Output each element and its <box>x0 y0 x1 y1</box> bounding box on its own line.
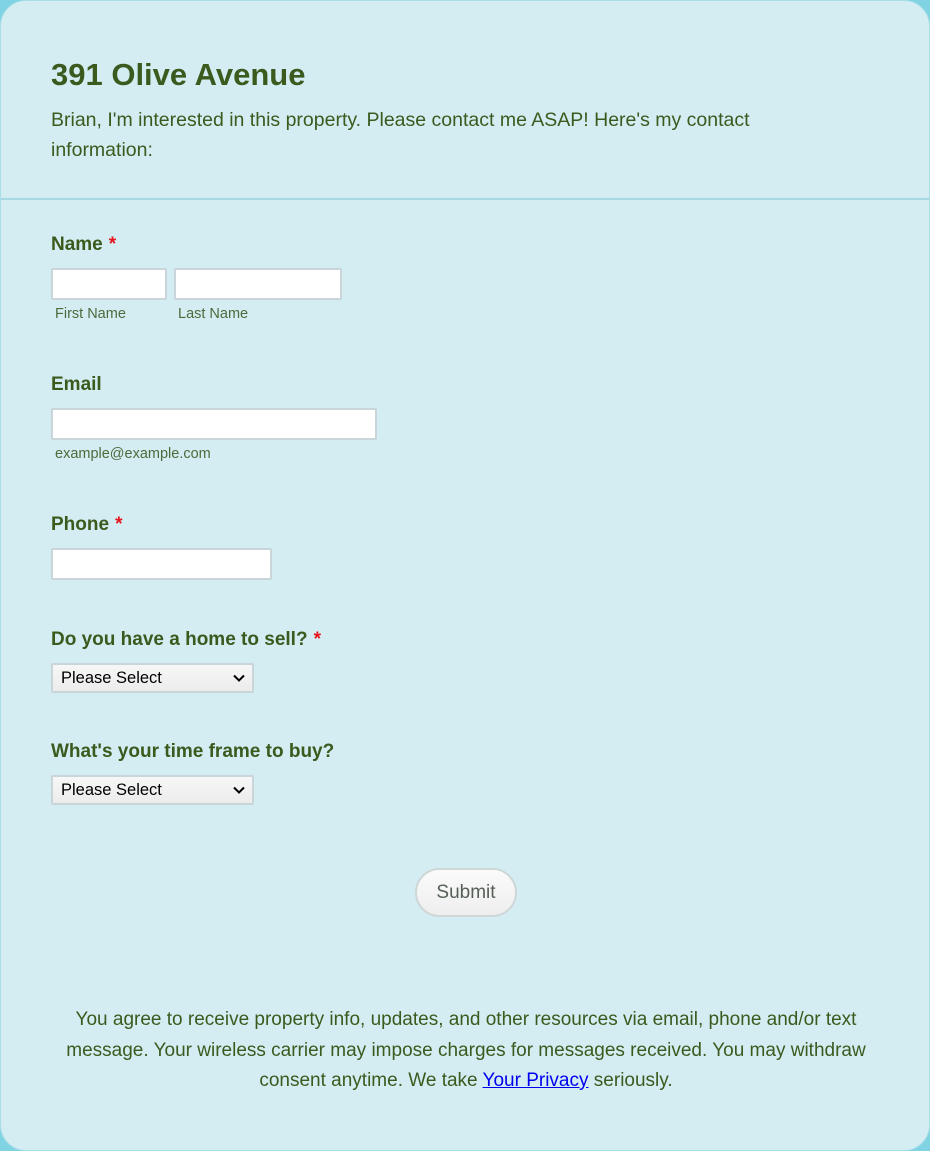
time-frame-field <box>51 740 335 799</box>
email-label: Email <box>51 374 102 395</box>
home-to-sell-label-text: Do you have a home to sell? <box>51 629 308 650</box>
email-sublabel: example@example.com <box>55 446 211 462</box>
page-title: 391 Olive Avenue <box>51 57 306 92</box>
chevron-down-icon <box>232 783 246 797</box>
chevron-down-icon <box>232 671 246 685</box>
last-name-sublabel: Last Name <box>178 306 249 322</box>
name-label-text: Name <box>51 234 103 255</box>
home-to-sell-selected: Please Select <box>61 668 162 687</box>
last-name-input[interactable] <box>174 268 342 300</box>
home-to-sell-field <box>51 628 321 687</box>
submit-button[interactable]: Submit <box>415 868 517 917</box>
consent-text-end: seriously. <box>588 1070 673 1091</box>
name-field <box>51 233 249 322</box>
email-field <box>51 373 211 462</box>
required-mark: * <box>313 629 321 650</box>
email-input[interactable] <box>51 408 377 440</box>
phone-label <box>51 513 122 537</box>
time-frame-selected: Please Select <box>61 780 162 799</box>
home-to-sell-select[interactable] <box>51 663 254 693</box>
phone-field <box>51 513 122 537</box>
first-name-sublabel: First Name <box>55 306 126 322</box>
time-frame-label: What's your time frame to buy? <box>51 741 335 762</box>
required-mark: * <box>108 234 117 255</box>
privacy-link[interactable]: Your Privacy <box>482 1070 589 1091</box>
name-label <box>51 233 116 257</box>
home-to-sell-label <box>51 628 321 652</box>
required-mark: * <box>115 514 123 535</box>
page-subtitle: Brian, I'm interested in this property. Please contact me ASAP! Here's my contact information: <box>51 109 750 161</box>
phone-input[interactable] <box>51 548 272 580</box>
time-frame-select[interactable] <box>51 775 254 805</box>
form-header <box>1 1 929 200</box>
consent-text <box>61 1005 871 1097</box>
consent-text-main: You agree to receive property info, updates, and other resources via email, phone and/or text message. Your wireless carrier may impose charges for messages received. You may withdraw consent anytime. We take <box>66 1009 866 1091</box>
phone-label-text: Phone <box>51 514 110 535</box>
first-name-input[interactable] <box>51 268 167 300</box>
